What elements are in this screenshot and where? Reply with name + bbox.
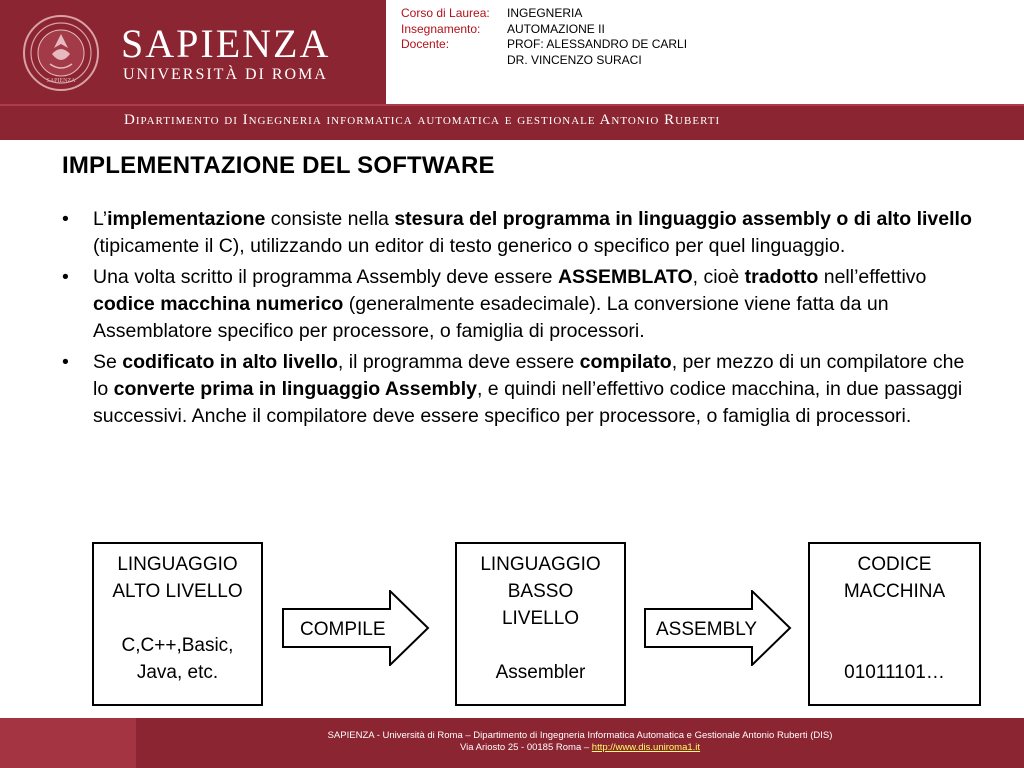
footer-text [136, 730, 1024, 754]
bullet-text: nell’effettivo [818, 266, 927, 288]
box-text: LINGUAGGIO [117, 554, 238, 575]
course-info-label: Corso di Laurea: [401, 6, 490, 20]
arrow-label: COMPILE [300, 619, 386, 640]
course-info-row [401, 37, 687, 53]
course-info-label [401, 53, 507, 69]
bullet-text: Una volta scritto il programma Assembly deve essere [93, 266, 558, 288]
bullet-text: , cioè [692, 266, 745, 288]
box-text: LINGUAGGIO [480, 554, 601, 575]
bullet-marker: • [62, 208, 69, 230]
course-info-value: PROF: ALESSANDRO DE CARLI [507, 37, 688, 51]
box-text: MACCHINA [843, 581, 946, 602]
bullet-item [62, 349, 972, 430]
box-text: Java, etc. [136, 662, 219, 683]
bullet-text: , il programma deve essere [337, 351, 580, 373]
brand-name: SAPIENZA [121, 21, 331, 66]
department-name: Dipartimento di Ingegneria informatica automatica e gestionale Antonio Ruberti [124, 112, 721, 128]
course-info-row [401, 53, 687, 69]
high-level-language-box [92, 542, 263, 706]
course-info-label: Insegnamento: [401, 21, 481, 36]
assembly-arrow [644, 590, 792, 666]
course-info-value: AUTOMAZIONE II [507, 21, 605, 36]
footer-line: SAPIENZA - Università di Roma – Dipartimento di Ingegneria Informatica Automatica e Gestionale Antonio Ruberti (DIS) [327, 730, 833, 741]
bullet-emphasis: compilato [579, 351, 672, 373]
bullet-item [62, 264, 972, 345]
bullet-marker: • [62, 351, 69, 373]
bullet-text: L’ [93, 208, 108, 230]
box-text: 01011101… [844, 662, 945, 683]
machine-code-box [808, 542, 981, 706]
box-text: BASSO [507, 581, 574, 602]
course-info-row [401, 22, 687, 38]
bullet-text: Se [93, 351, 123, 373]
seal-lettering: SAPIENZA [46, 78, 76, 84]
bullet-emphasis: codice macchina numerico [93, 293, 344, 315]
compile-arrow [282, 590, 430, 666]
low-level-language-box [455, 542, 626, 706]
course-info [401, 6, 687, 68]
bullet-marker: • [62, 266, 69, 288]
box-text: LIVELLO [501, 608, 580, 629]
slide-title: IMPLEMENTAZIONE DEL SOFTWARE [62, 152, 495, 179]
bullet-text: consiste nella [265, 208, 395, 230]
footer-address: Via Ariosto 25 - 00185 Roma – [459, 742, 592, 753]
arrow-label: ASSEMBLY [656, 619, 758, 640]
course-info-row [401, 6, 687, 22]
box-text: ALTO LIVELLO [112, 581, 243, 602]
course-info-value: INGEGNERIA [507, 6, 583, 20]
bullet-emphasis: codificato in alto livello [122, 351, 338, 373]
box-text: CODICE [857, 554, 932, 575]
box-text: Assembler [495, 662, 586, 683]
box-text: C,C++,Basic, [121, 635, 234, 656]
bullet-emphasis: tradotto [744, 266, 819, 288]
bullet-item [62, 206, 972, 260]
university-seal-icon [22, 14, 100, 92]
bullet-text: (generalmente esadecimale). La conversione viene fatta da un Assemblatore specifico per processore, o famiglia di processori. [93, 293, 889, 342]
course-info-value: DR. VINCENZO SURACI [507, 52, 642, 67]
bullet-emphasis: ASSEMBLATO [557, 266, 693, 288]
department-website-link[interactable]: http://www.dis.uniroma1.it [591, 742, 701, 753]
bullet-emphasis: converte prima in linguaggio Assembly [113, 378, 477, 400]
course-info-label: Docente: [401, 37, 450, 51]
bullet-list [62, 206, 972, 434]
bullet-emphasis: stesura del programma in linguaggio assembly o di alto livello [394, 208, 972, 230]
bullet-emphasis: implementazione [107, 208, 266, 230]
brand-subtitle: UNIVERSITÀ DI ROMA [123, 66, 328, 83]
footer-accent [0, 718, 136, 768]
bullet-text: (tipicamente il C), utilizzando un editor di testo generico o specifico per quel linguaggio. [93, 235, 846, 257]
university-logo-block [0, 0, 386, 104]
bullet-text: , e quindi nell’effettivo codice macchina, in due passaggi successivi. Anche il compilatore deve essere specifico per processore, o famiglia di processori. [93, 378, 963, 427]
bullet-text: , per mezzo di un compilatore che lo [93, 351, 965, 400]
footer-line [136, 742, 1024, 754]
